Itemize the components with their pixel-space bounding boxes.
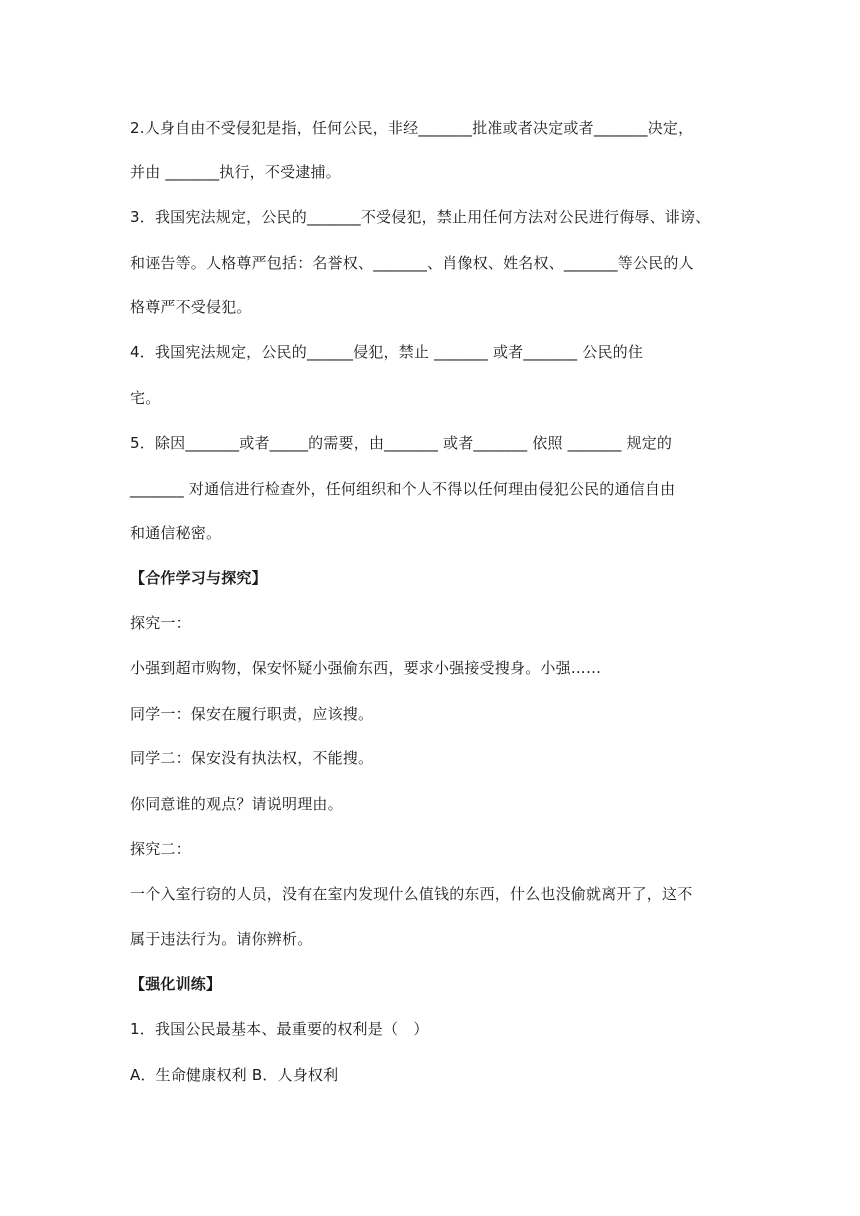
- q3-text-line1: 3．我国宪法规定，公民的_______不受侵犯，禁止用任何方法对公民进行侮辱、诽谤、: [130, 208, 711, 226]
- q4-text-line1: 4．我国宪法规定，公民的______侵犯，禁止 _______ 或者_______ 公民的住: [130, 343, 644, 361]
- q5-text-line2: _______ 对通信进行检查外，任何组织和个人不得以任何理由侵犯公民的通信自由: [130, 480, 676, 498]
- section-heading-cooperation: 【合作学习与探究】: [130, 569, 267, 587]
- exploration-one-label: 探究一：: [130, 614, 191, 632]
- q3-text-line2: 和诬告等。人格尊严包括：名誉权、_______、肖像权、姓名权、_______等公民的人: [130, 254, 694, 272]
- training-question-1: 1．我国公民最基本、最重要的权利是（ ）: [130, 1020, 429, 1038]
- q3-text-line3: 格尊严不受侵犯。: [130, 298, 252, 316]
- section-heading-training: 【强化训练】: [130, 975, 222, 993]
- training-question-1-options: A．生命健康权利 B．人身权利: [130, 1066, 339, 1084]
- q2-text-line2: 并由 _______执行，不受逮捕。: [130, 163, 341, 181]
- exploration-two-scenario-line1: 一个入室行窃的人员，没有在室内发现什么值钱的东西，什么也没偷就离开了，这不: [130, 885, 693, 903]
- exploration-two-scenario-line2: 属于违法行为。请你辨析。: [130, 930, 313, 948]
- q2-text-line1: 2.人身自由不受侵犯是指，任何公民，非经_______批准或者决定或者_______决定，: [130, 119, 694, 137]
- exploration-two-label: 探究二：: [130, 840, 191, 858]
- exploration-one-scenario: 小强到超市购物，保安怀疑小强偷东西，要求小强接受搜身。小强……: [130, 659, 602, 677]
- exploration-one-question: 你同意谁的观点？请说明理由。: [130, 795, 343, 813]
- classmate-one-view: 同学一：保安在履行职责，应该搜。: [130, 705, 374, 723]
- q5-text-line1: 5．除因_______或者_____的需要，由_______ 或者_______ 依照 _______ 规定的: [130, 434, 673, 452]
- classmate-two-view: 同学二：保安没有执法权，不能搜。: [130, 749, 374, 767]
- q4-text-line2: 宅。: [130, 389, 161, 407]
- q5-text-line3: 和通信秘密。: [130, 524, 222, 542]
